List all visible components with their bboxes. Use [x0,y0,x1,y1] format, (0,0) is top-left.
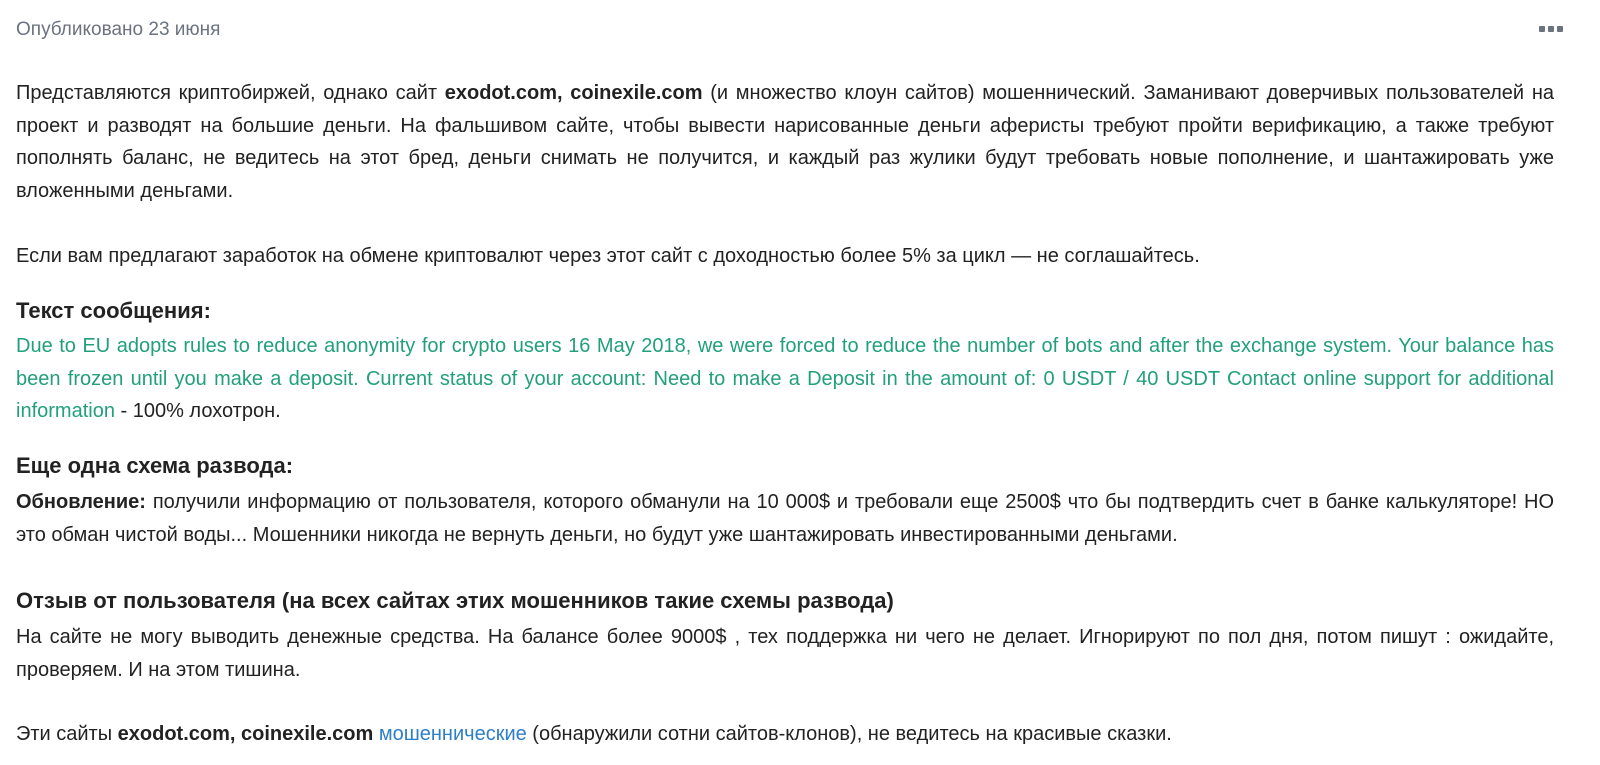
site-names-bold: exodot.com, coinexile.com [117,723,374,745]
more-dots-icon [1548,26,1554,32]
paragraph-conclusion-after: (обнаружили сотни сайтов-клонов), не ведитесь на красивые сказки. [526,723,1172,745]
paragraph-intro-before: Представляются криптобиржей, однако сайт [16,82,445,104]
paragraph-conclusion-before: Эти сайты [16,723,118,745]
paragraph-update-after: получили информацию от пользователя, которого обманули на 10 000$ и требовали еще 2500$ что бы подтвердить счет в банке калькуляторе! НО это обман чистой воды... Мошенники никогда не вернуть деньги, но будут уже шантажировать инвестированными деньгами. [16,491,1554,546]
quoted-message: Due to EU adopts rules to reduce anonymity for crypto users 16 May 2018, we were forced to reduce the number of bots and after the exchange system. Your balance has been frozen until you make a deposit. Current status of your account: Need to make a Deposit in the amount of: 0 USDT / 40 USDT Contact online support for additional information [16,335,1554,422]
heading-user-review: Отзыв от пользователя (на всех сайтах этих мошенников такие схемы развода) [16,588,894,613]
paragraph-conclusion [16,718,1554,751]
fraud-link[interactable]: мошеннические [378,723,527,745]
more-options-button[interactable] [1534,16,1568,42]
paragraph-update [16,486,1554,551]
paragraph-message [16,330,1554,428]
paragraph-intro-after: (и множество клоун сайтов) мошеннический. Заманивают доверчивых пользователей на проект и разводят на большие деньги. На фальшивом сайте, чтобы вывести нарисованные деньги аферисты требуют пройти верификацию, а также требуют пополнять баланс, не ведитесь на этот бред, деньги снимать не получится, и каждый раз жулики будут требовать новые пополнение, и шантажировать уже вложенными деньгами. [16,82,1554,202]
paragraph-message-after: - 100% лохотрон. [114,400,281,422]
paragraph-intro [16,77,1554,207]
paragraph-review: На сайте не могу выводить денежные средства. На балансе более 9000$ , тех поддержка ни чего не делает. Игнорируют по пол дня, потом пишут : ожидайте, проверяем. И на этом тишина. [16,626,1554,681]
paragraph-warning: Если вам предлагают заработок на обмене криптовалют через этот сайт с доходностью более 5% за цикл — не соглашайтесь. [16,245,1200,267]
heading-message-text: Текст сообщения: [16,298,211,323]
post-meta: Опубликовано 23 июня [16,19,221,40]
more-dots-icon [1539,26,1545,32]
more-dots-icon [1557,26,1563,32]
update-label: Обновление: [16,491,146,513]
heading-another-scheme: Еще одна схема развода: [16,453,294,478]
site-names-bold: exodot.com, coinexile.com [444,82,703,104]
